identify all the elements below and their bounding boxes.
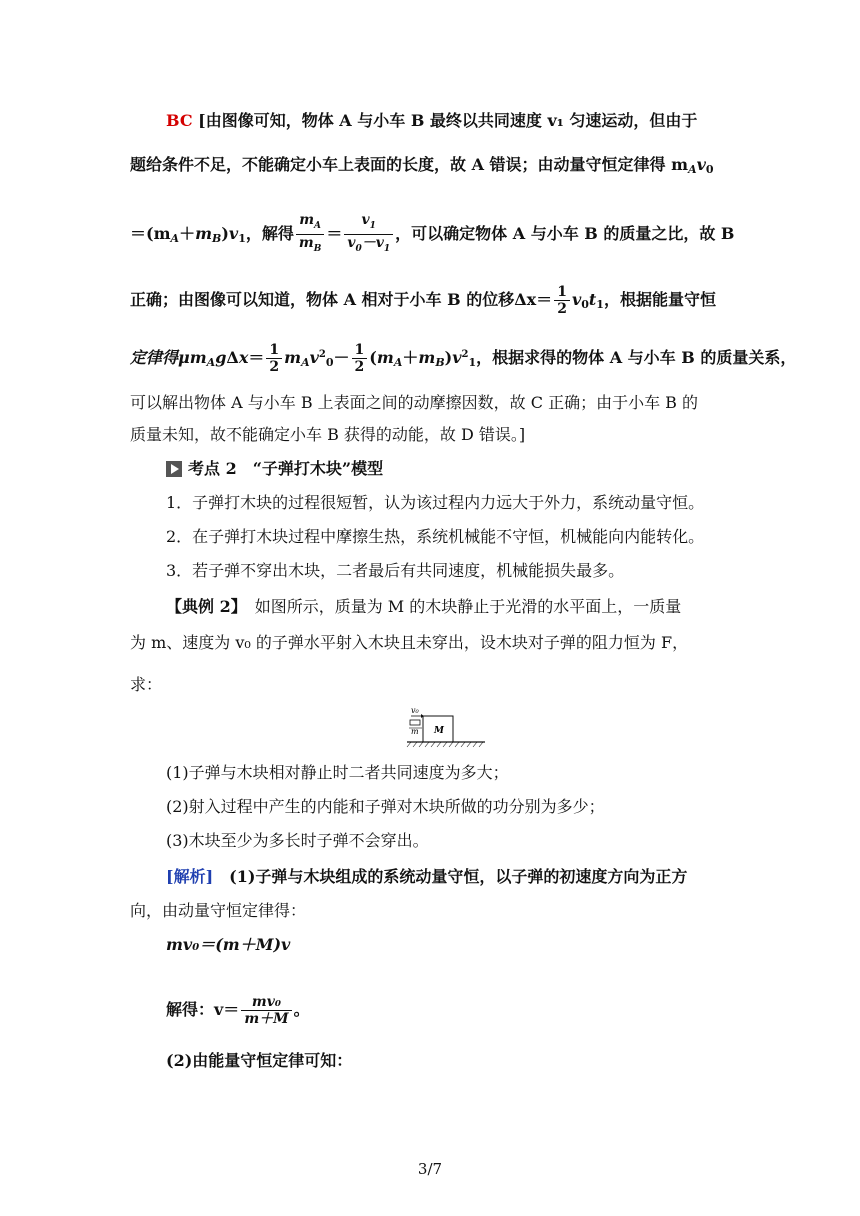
half-fraction: $\frac{1}{2}$ bbox=[554, 284, 570, 317]
section-title: 考点 2 “子弹打木块”模型 bbox=[166, 458, 766, 480]
velocity-ratio-fraction: $\frac{v_1}{v_0-v_1}$ bbox=[344, 212, 393, 257]
solution-line-2: 向，由动量守恒定律得： bbox=[130, 901, 307, 920]
momentum-equation: mv₀＝(m＋M)v bbox=[166, 935, 291, 954]
question-2: (2)射入过程中产生的内能和子弹对木块所做的功分别为多少； bbox=[166, 797, 605, 816]
play-triangle-icon bbox=[166, 461, 182, 477]
answer-line-3: ＝(mA＋mB)v1，解得 $\frac{m_A}{m_B}$ ＝ $\frac{v_1}{v_0-v_1}$ ，可以确定物体 A 与小车 B 的质量之比，故 B bbox=[130, 212, 730, 257]
figure-M-label: M bbox=[434, 726, 444, 736]
velocity-fraction: $\frac{\text{mv₀}}{m+M}$ bbox=[241, 994, 291, 1027]
question-1: (1)子弹与木块相对静止时二者共同速度为多大； bbox=[166, 763, 509, 782]
solve-line: 解得：v＝ $\frac{\text{mv₀}}{m+M}$ 。 bbox=[166, 994, 310, 1027]
point-2: 2．在子弹打木块过程中摩擦生热，系统机械能不守恒，机械能向内能转化。 bbox=[166, 527, 705, 546]
answer-line-1: BC [由图像可知，物体 A 与小车 B 最终以共同速度 v₁ 匀速运动，但由于 bbox=[166, 111, 698, 130]
solution-line-3: (2)由能量守恒定律可知： bbox=[166, 1051, 353, 1070]
answer-line-6: 可以解出物体 A 与小车 B 上表面之间的动摩擦因数，故 C 正确；由于小车 B 的 bbox=[130, 393, 699, 412]
question-3: (3)木块至少为多长时子弹不会穿出。 bbox=[166, 831, 429, 850]
solution-label: [解析] bbox=[166, 867, 214, 886]
example-label: 【典例 2】 bbox=[166, 597, 239, 616]
point-3: 3．若子弹不穿出木块，二者最后有共同速度，机械能损失最多。 bbox=[166, 561, 625, 580]
example-line-2: 为 m、速度为 v₀ 的子弹水平射入木块且未穿出，设木块对子弹的阻力恒为 F， bbox=[130, 633, 689, 652]
answer-line-5: 定律得μmAgΔx＝ $\frac{1}{2}$ mAv$^2$0－ $\frac{1}{2}$ $(mA+mB)v^21$，根据求得的物体 A 与小车 B 的质量关系， bbox=[130, 342, 797, 375]
answer-line-7: 质量未知，故不能确定小车 B 获得的动能，故 D 错误。] bbox=[130, 425, 526, 444]
page-number: 3/7 bbox=[417, 1160, 443, 1178]
example-line-3: 求： bbox=[130, 675, 163, 694]
point-1: 1．子弹打木块的过程很短暂，认为该过程内力远大于外力，系统动量守恒。 bbox=[166, 493, 705, 512]
bullet-block-figure bbox=[405, 702, 489, 750]
solution-line-1: [解析] (1)子弹与木块组成的系统动量守恒，以子弹的初速度方向为正方 bbox=[166, 867, 688, 886]
figure-v0-label: v₀ bbox=[411, 706, 419, 715]
figure-m-label: m bbox=[411, 727, 419, 736]
answer-line-4: 正确；由图像可以知道，物体 A 相对于小车 B 的位移Δx＝ $\frac{1}{2}$ v0t1，根据能量守恒 bbox=[130, 284, 716, 317]
mass-ratio-fraction: $\frac{m_A}{m_B}$ bbox=[296, 212, 324, 257]
figure-svg bbox=[405, 702, 489, 750]
answer-label: BC bbox=[166, 111, 193, 130]
answer-line-2: 题给条件不足，不能确定小车上表面的长度，故 A 错误；由动量守恒定律得 mAv0 bbox=[130, 155, 714, 176]
example-line-1: 【典例 2】 如图所示，质量为 M 的木块静止于光滑的水平面上，一质量 bbox=[166, 597, 682, 616]
